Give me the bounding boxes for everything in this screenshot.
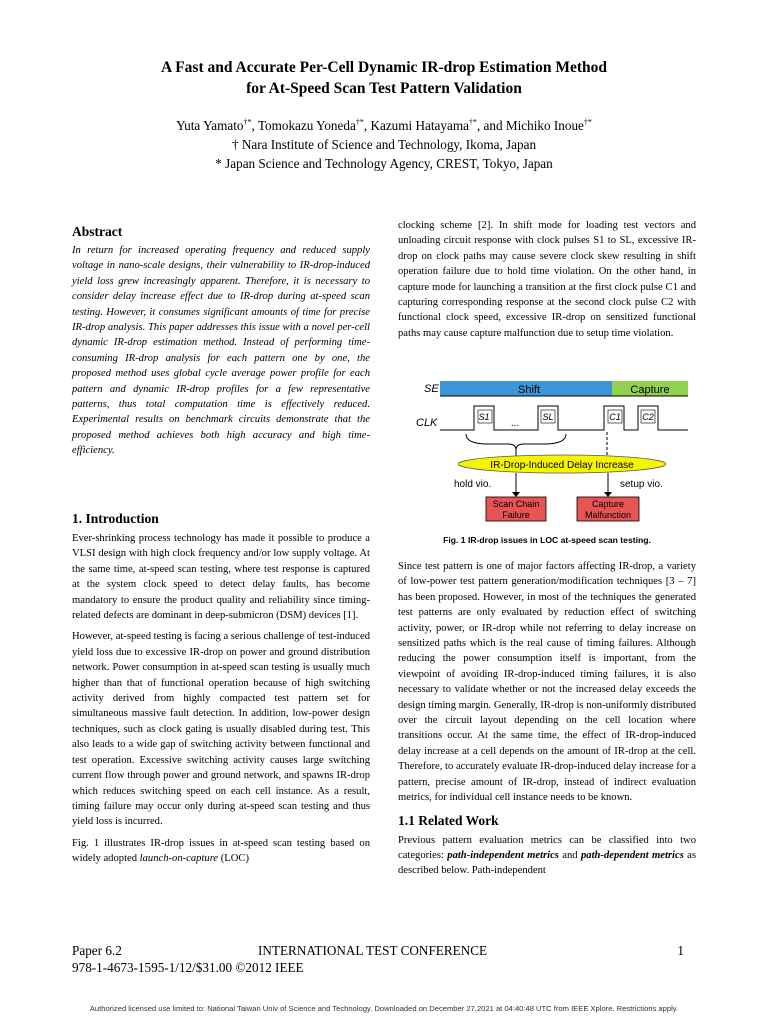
box-text: Malfunction [584, 510, 632, 520]
introduction-section [72, 510, 370, 867]
isbn-line: 978-1-4673-1595-1/12/$31.00 ©2012 IEEE [72, 960, 304, 975]
text-run: Fig. 1 illustrates IR-drop issues in at-speed scan testing based on widely adopted [72, 837, 370, 865]
box-text: Scan Chain [492, 499, 540, 509]
abstract-text: In return for increased operating frequency and reduced supply voltage in nano-scale designs, their vulnerability to IR-drop-induced yield loss grew increasingly apparent. Therefore, it is necessary to consider delay increase effect due to IR-drop during at-speed scan testing. However, it consumes significant amounts of time for precise IR-drop analysis. This paper addresses this issue with a novel per-cell dynamic IR-drop estimation method. Instead of performing time-consuming IR-drop analysis for each pattern one by one, the proposed method uses global cycle average power profile for each pattern and dynamic IR-drop profiles for a few representative patterns, thus total computation time is effectively reduced. Experimental results on benchmark circuits demonstrate that the proposed method achieves both high accuracy and high time-efficiency. [72, 245, 370, 457]
page-number: 1 [677, 943, 684, 958]
affiliation-2: * Japan Science and Technology Agency, CREST, Tokyo, Japan [215, 156, 553, 171]
related-work-heading: 1.1 Related Work [398, 812, 499, 828]
paper-title-line-2: for At-Speed Scan Test Pattern Validation [246, 80, 522, 97]
license-notice: Authorized licensed use limited to: National Taiwan Univ of Science and Technology. Downloaded on December 27,2021 at 04:40:48 UTC from IEEE Xplore. Restrictions apply. [89, 1004, 679, 1013]
author-marker: †* [243, 117, 252, 127]
author-marker: †* [355, 117, 364, 127]
author-name: Michiko Inoue [505, 118, 584, 133]
pulse-s1-label: S1 [478, 412, 490, 422]
introduction-heading: 1. Introduction [72, 511, 159, 526]
bold-italic-term: path-independent metrics [447, 849, 559, 861]
paper-title-line-1: A Fast and Accurate Per-Cell Dynamic IR-drop Estimation Method [160, 59, 608, 76]
paper-number: Paper 6.2 [72, 943, 122, 958]
hold-violation-label: hold vio. [454, 479, 492, 490]
ellipsis-label: ... [510, 418, 520, 429]
se-label: SE [424, 383, 439, 395]
right-column-top [398, 218, 696, 341]
shift-brace [466, 434, 566, 450]
author-list: Yuta Yamato†*, Tomokazu Yoneda†*, Kazumi Hatayama†*, and Michiko Inoue†* [176, 117, 592, 133]
arrow-head [512, 492, 520, 497]
box-text: Capture [591, 499, 625, 509]
author-block [0, 116, 768, 173]
text-run: (LOC) [218, 853, 250, 865]
paragraph [72, 836, 370, 867]
shift-label: Shift [517, 384, 541, 396]
author-conjunction: and [483, 118, 506, 133]
author-name: Yuta Yamato [176, 118, 244, 133]
author-marker: †* [583, 117, 592, 127]
pulse-c2-label: C2 [642, 412, 654, 422]
author-name: Tomokazu Yoneda [257, 118, 356, 133]
paragraph [398, 833, 696, 879]
ir-drop-label: IR-Drop-Induced Delay Increase [490, 460, 634, 471]
conference-name: INTERNATIONAL TEST CONFERENCE [258, 943, 488, 958]
paragraph: Since test pattern is one of major factors affecting IR-drop, a variety of low-power test pattern generation/modification techniques [3 – 7] has been proposed. However, in most of the techniques the generated test patterns are only evaluated by reduction effect of switching activity, power, or IR-drop while not referring to delay increase on sensitized paths which is the real cause of timing failures. Although reducing the power consumption itself is important, from the viewpoint of avoiding IR-drop-induced timing failures, it is also necessary to validate whether or not the increased delay exceeds the design timing margin. Generally, IR-drop is non-uniformly distributed over the circuit layout depending on the cell location where transitions occur. At the same time, the effect of IR-drop-induced delay increase at a cell depends on the amount of IR-drop at the cell. Therefore, to accurately evaluate IR-drop-induced delay increase for a pattern, precise amount of IR-drop, instead of indirect evaluation metrics, for individual cell instance needs to be known. [398, 561, 696, 804]
italic-term: launch-on-capture [139, 853, 219, 865]
paragraph: clocking scheme [2]. In shift mode for loading test vectors and unloading circuit response with clock pulses S1 to SL, excessive IR-drop on clock paths may cause severe clock skew resulting in shift operation failure due to hold time violation. On the other hand, in capture mode for launching a transition at the first clock pulse C1 and capturing corresponding response at the second clock pulse C2 with functional clock speed, excessive IR-drop on sensitized functional paths may cause capture malfunction due to setup time violation. [398, 220, 696, 339]
paragraph: Ever-shrinking process technology has made it possible to produce a VLSI design with high clock frequency and/or low supply voltage. At the same time, at-speed scan testing, where test response is captured at the system clock speed to detect delay faults, has become mandatory to ensure the product quality and reliability since timing-related defects are dominant in deep-submicron (DSM) devices [1]. [72, 533, 370, 622]
pulse-sl-label: SL [542, 412, 554, 422]
figure-1-diagram [398, 374, 698, 529]
clk-label: CLK [416, 417, 438, 429]
figure-1-caption: Fig. 1 IR-drop issues in LOC at-speed scan testing. [443, 535, 651, 545]
capture-label: Capture [630, 384, 670, 396]
arrow-head [604, 492, 612, 497]
setup-violation-label: setup vio. [620, 479, 663, 490]
text-run: as described below. Path-independent [398, 849, 697, 877]
box-text: Failure [502, 510, 530, 520]
affiliation-1: † Nara Institute of Science and Technology, Ikoma, Japan [231, 137, 537, 152]
abstract-heading: Abstract [72, 224, 123, 239]
author-name: Kazumi Hatayama [370, 118, 469, 133]
author-marker: †* [468, 117, 477, 127]
bold-italic-term: path-dependent metrics [580, 849, 684, 861]
right-column-bottom [398, 559, 696, 879]
abstract-section [72, 223, 370, 459]
pulse-c1-label: C1 [609, 412, 621, 422]
text-run: Previous pattern evaluation metrics can be classified into two categories: [398, 834, 696, 861]
text-run: and [558, 849, 581, 861]
paragraph: However, at-speed testing is facing a serious challenge of test-induced yield loss due to excessive IR-drop on power and ground distribution network. Power consumption in at-speed scan testing is usually much higher than that of functional operation because of high switching activity derived from highly compacted test pattern set for simultaneous massive fault detection. In addition, low-power design techniques, such as clock gating is usually disabled during test. This also leads to a wide gap of switching activity between functional and test operation. Excessive switching activity causes large switching current flow through power and ground network, and spawns IR-drop which reduces switching speed on each cell instance. As a result, timing failure may occur only during at-speed scan testing and thus yield loss is incurred. [72, 631, 370, 828]
